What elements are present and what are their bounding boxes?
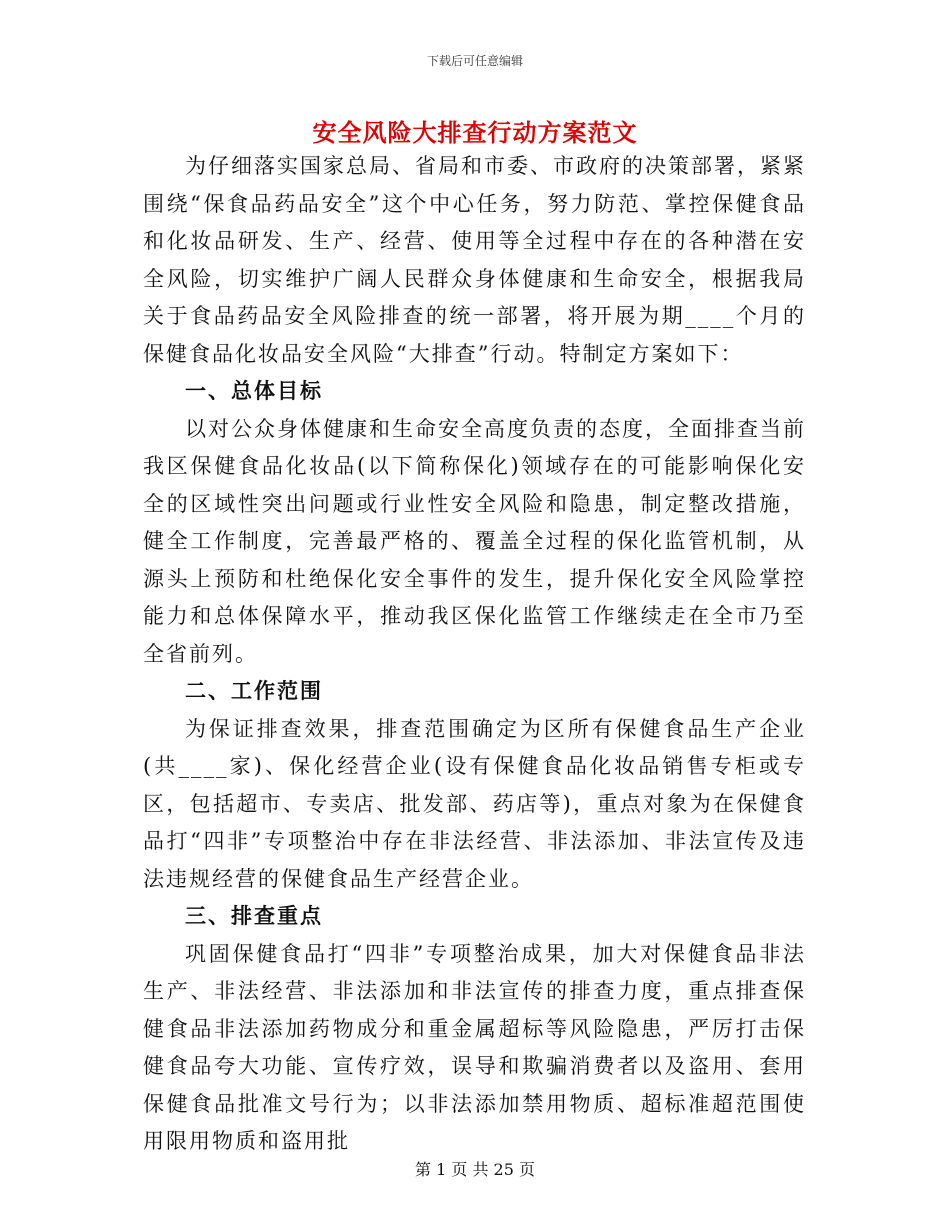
section-inspection-focus: [143, 898, 806, 1161]
section-overall-goal: [143, 373, 806, 673]
section-heading: 二、工作范围: [185, 679, 323, 703]
header-note: 下载后可任意编辑: [426, 54, 523, 68]
section-paragraph: 为保证排查效果，排查范围确定为区所有保健食品生产企业(共____家)、保化经营企业(设有保健食品化妆品销售专柜或专区，包括超市、专卖店、批发部、药店等)，重点对象为在保健食品打“四非”专项整治中存在非法经营、非法添加、非法宣传及违法违规经营的保健食品生产经营企业。: [143, 716, 806, 891]
document-title: 安全风险大排查行动方案范文: [312, 119, 638, 147]
section-paragraph: 以对公众身体健康和生命安全高度负责的态度，全面排查当前我区保健食品化妆品(以下简称保化)领域存在的可能影响保化安全的区域性突出问题或行业性安全风险和隐患，制定整改措施，健全工作制度，完善最严格的、覆盖全过程的保化监管机制，从源头上预防和杜绝保化安全事件的发生，提升保化安全风险掌控能力和总体保障水平，推动我区保化监管工作继续走在全市乃至全省前列。: [143, 416, 806, 666]
section-work-scope: [143, 673, 806, 898]
section-paragraph: 巩固保健食品打“四非”专项整治成果，加大对保健食品非法生产、非法经营、非法添加和非法宣传的排查力度，重点排查保健食品非法添加药物成分和重金属超标等风险隐患，严厉打击保健食品夸大功能、宣传疗效，误导和欺骗消费者以及盗用、套用保健食品批准文号行为；以非法添加禁用物质、超标准超范围使用限用物质和盗用批: [143, 941, 806, 1153]
section-heading: 一、总体目标: [185, 379, 323, 403]
page-number-footer: 第 1 页 共 25 页: [415, 1160, 535, 1179]
document-body: [143, 148, 806, 1161]
intro-paragraph: 为仔细落实国家总局、省局和市委、市政府的决策部署，紧紧围绕“保食品药品安全”这个中心任务，努力防范、掌控保健食品和化妆品研发、生产、经营、使用等全过程中存在的各种潜在安全风险，切实维护广阔人民群众身体健康和生命安全，根据我局关于食品药品安全风险排查的统一部署，将开展为期____个月的保健食品化妆品安全风险“大排查”行动。特制定方案如下：: [143, 154, 806, 366]
section-heading: 三、排查重点: [185, 904, 323, 928]
